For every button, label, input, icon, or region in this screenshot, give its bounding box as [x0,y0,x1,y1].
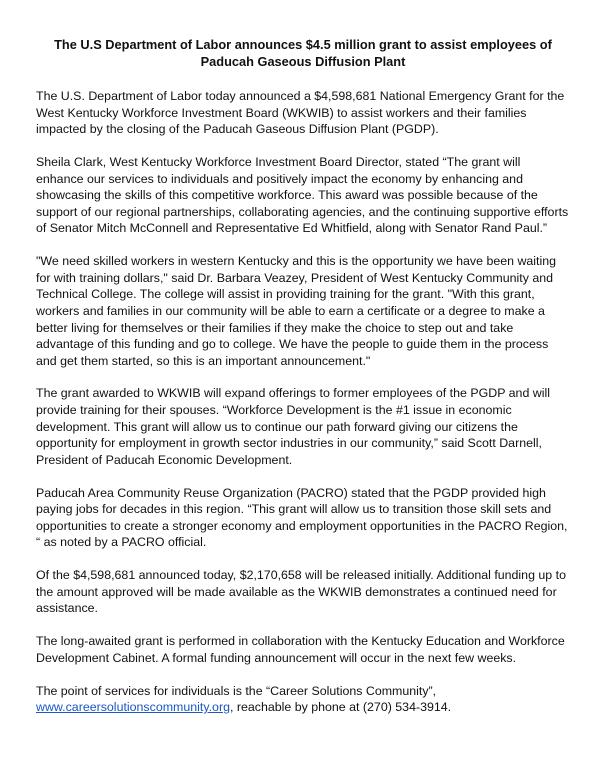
paragraph-announcement: The U.S. Department of Labor today announced a $4,598,681 National Emergency Grant for the West Kentucky Workforce Investment Board (WKWIB) to assist workers and their families impacted by the closing of the Paducah Gaseous Diffusion Plant (PGDP). [36,89,565,137]
contact-intro-text: The point of services for individuals is the “Career Solutions Community”, [36,683,437,698]
paragraph-pacro-statement: Paducah Area Community Reuse Organization (PACRO) stated that the PGDP provided high paying jobs for decades in this region. “This grant will allow us to transition those skill sets and opportunities to create a stronger economy and employment opportunities in the PACRO Region, “ as noted by a PACRO official. [36,485,568,550]
paragraph-wkwib-director-quote: Sheila Clark, West Kentucky Workforce Investment Board Director, stated “The grant will enhance our services to individuals and positively impact the economy by enhancing and showcasing the skills of this competitive workforce. This award was possible because of the support of our regional partnerships, collaborating agencies, and the continuing supportive efforts of Senator Mitch McConnell and Representative Ed Whitfield, along with Senator Rand Paul.” [36,154,569,236]
paragraph-funding-release: Of the $4,598,681 announced today, $2,170,658 will be released initially. Additional funding up to the amount approved will be made available as the WKWIB demonstrates a continued need for assistance. [36,568,566,616]
paragraph-contact-info [36,683,570,716]
page-title: The U.S Department of Labor announces $4.5 million grant to assist employees of Paducah Gaseous Diffusion Plant [54,37,552,69]
career-solutions-link[interactable]: www.careersolutionscommunity.org [36,700,230,715]
paragraph-economic-development-quote: The grant awarded to WKWIB will expand offerings to former employees of the PGDP and will provide training for their spouses. “Workforce Development is the #1 issue in economic development. This grant will allow us to continue our path forward giving our citizens the opportunity for employment in growth sector industries in our community,” said Scott Darnell, President of Paducah Economic Development. [36,386,550,467]
paragraph-collaboration: The long-awaited grant is performed in collaboration with the Kentucky Education and Workforce Development Cabinet. A formal funding announcement will occur in the next few weeks. [36,634,565,665]
paragraph-wkctc-president-quote: "We need skilled workers in western Kentucky and this is the opportunity we have been waiting for with training dollars," said Dr. Barbara Veazey, President of West Kentucky Community and Technical College. The college will assist in providing training for the grant. "With this grant, workers and families in our community will be able to earn a certificate or a degree to make a better living for themselves or their families if they make the choice to step out and take advantage of this funding and go to college. We have the people to guide them in the process and get them started, so this is an important announcement." [36,254,557,368]
contact-phone-text: , reachable by phone at (270) 534-3914. [229,700,452,715]
